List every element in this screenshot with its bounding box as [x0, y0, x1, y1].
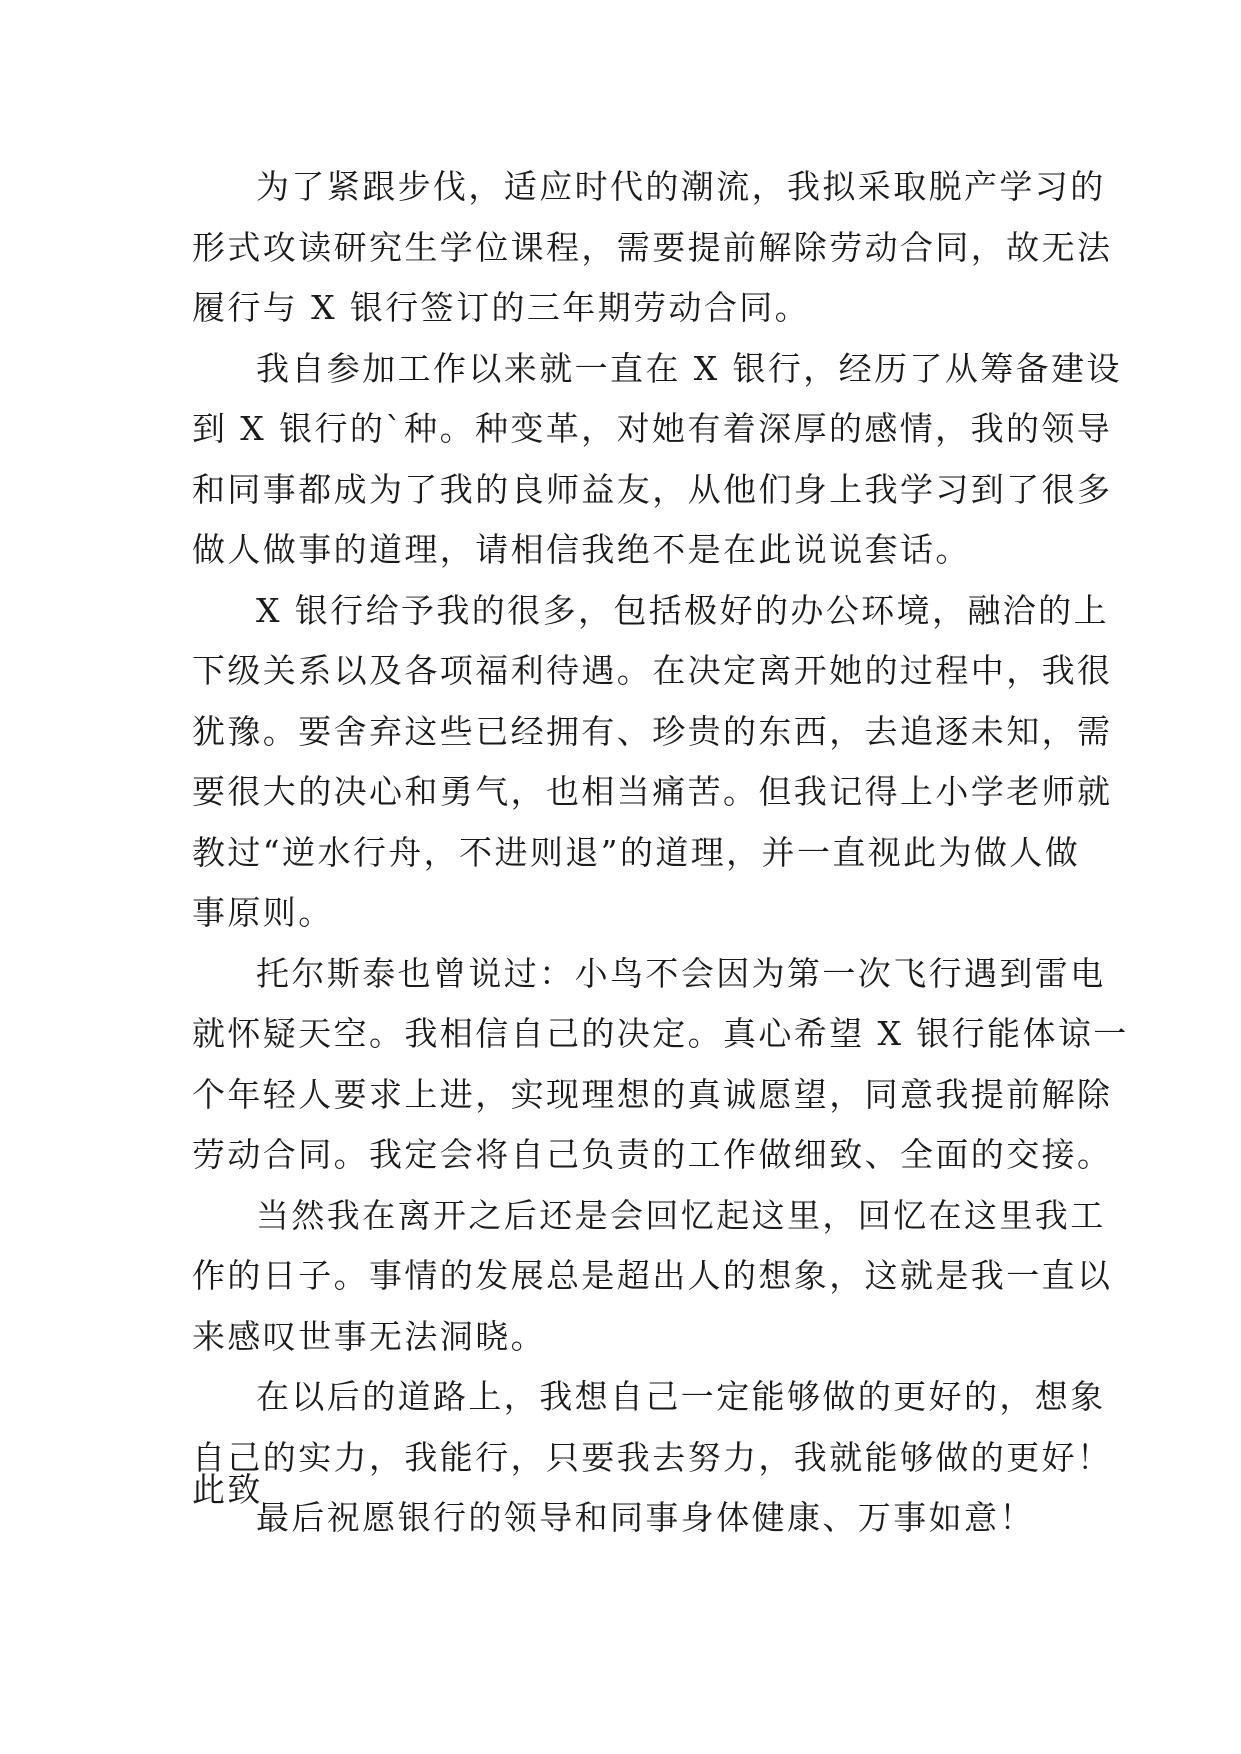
- paragraph-7-line-1: 最后祝愿银行的领导和同事身体健康、万事如意！: [256, 1498, 1035, 1537]
- paragraph-1-line-3: 履行与 X 银行签订的三年期劳动合同。: [192, 288, 811, 327]
- closing-salutation: 此致: [192, 1470, 263, 1509]
- paragraph-5-line-2: 作的日子。事情的发展总是超出人的想象，这就是我一直以: [192, 1256, 1113, 1295]
- paragraph-6-line-1: 在以后的道路上，我想自己一定能够做的更好的，想象: [256, 1377, 1106, 1416]
- paragraph-2-line-3: 和同事都成为了我的良师益友，从他们身上我学习到了很多: [192, 469, 1113, 509]
- paragraph-1-line-1: 为了紧跟步伐，适应时代的潮流，我拟采取脱产学习的: [256, 167, 1106, 206]
- paragraph-3-line-4: 要很大的决心和勇气，也相当痛苦。但我记得上小学老师就: [192, 772, 1113, 811]
- paragraph-3-line-6: 事原则。: [192, 893, 334, 932]
- paragraph-6-line-2: 自己的实力，我能行，只要我去努力，我就能够做的更好！: [192, 1437, 1113, 1477]
- paragraph-4-line-3: 个年轻人要求上进，实现理想的真诚愿望，同意我提前解除: [192, 1074, 1113, 1114]
- paragraph-3-line-2: 下级关系以及各项福利待遇。在决定离开她的过程中，我很: [192, 651, 1113, 690]
- paragraph-2-line-4: 做人做事的道理，请相信我绝不是在此说说套话。: [192, 530, 971, 569]
- paragraph-3-line-5: 教过“逆水行舟，不进则退”的道理，并一直视此为做人做: [192, 832, 1081, 872]
- paragraph-2-line-2: 到 X 银行的`种。种变革，对她有着深厚的感情，我的领导: [192, 409, 1113, 448]
- paragraph-4-line-2: 就怀疑天空。我相信自己的决定。真心希望 X 银行能体谅一: [192, 1014, 1129, 1053]
- paragraph-3-line-3: 犹豫。要舍弃这些已经拥有、珍贵的东西，去追逐未知，需: [192, 711, 1113, 751]
- paragraph-4-line-4: 劳动合同。我定会将自己负责的工作做细致、全面的交接。: [192, 1135, 1113, 1174]
- paragraph-3-line-1: X 银行给予我的很多，包括极好的办公环境，融洽的上: [256, 590, 1109, 630]
- paragraph-2-line-1: 我自参加工作以来就一直在 X 银行，经历了从筹备建设: [256, 348, 1122, 388]
- paragraph-5-line-1: 当然我在离开之后还是会回忆起这里，回忆在这里我工: [256, 1195, 1106, 1235]
- paragraph-1-line-2: 形式攻读研究生学位课程，需要提前解除劳动合同，故无法: [192, 227, 1113, 267]
- paragraph-5-line-3: 来感叹世事无法洞晓。: [192, 1316, 546, 1356]
- paragraph-4-line-1: 托尔斯泰也曾说过：小鸟不会因为第一次飞行遇到雷电: [256, 953, 1106, 993]
- letter-body: [192, 157, 1129, 1549]
